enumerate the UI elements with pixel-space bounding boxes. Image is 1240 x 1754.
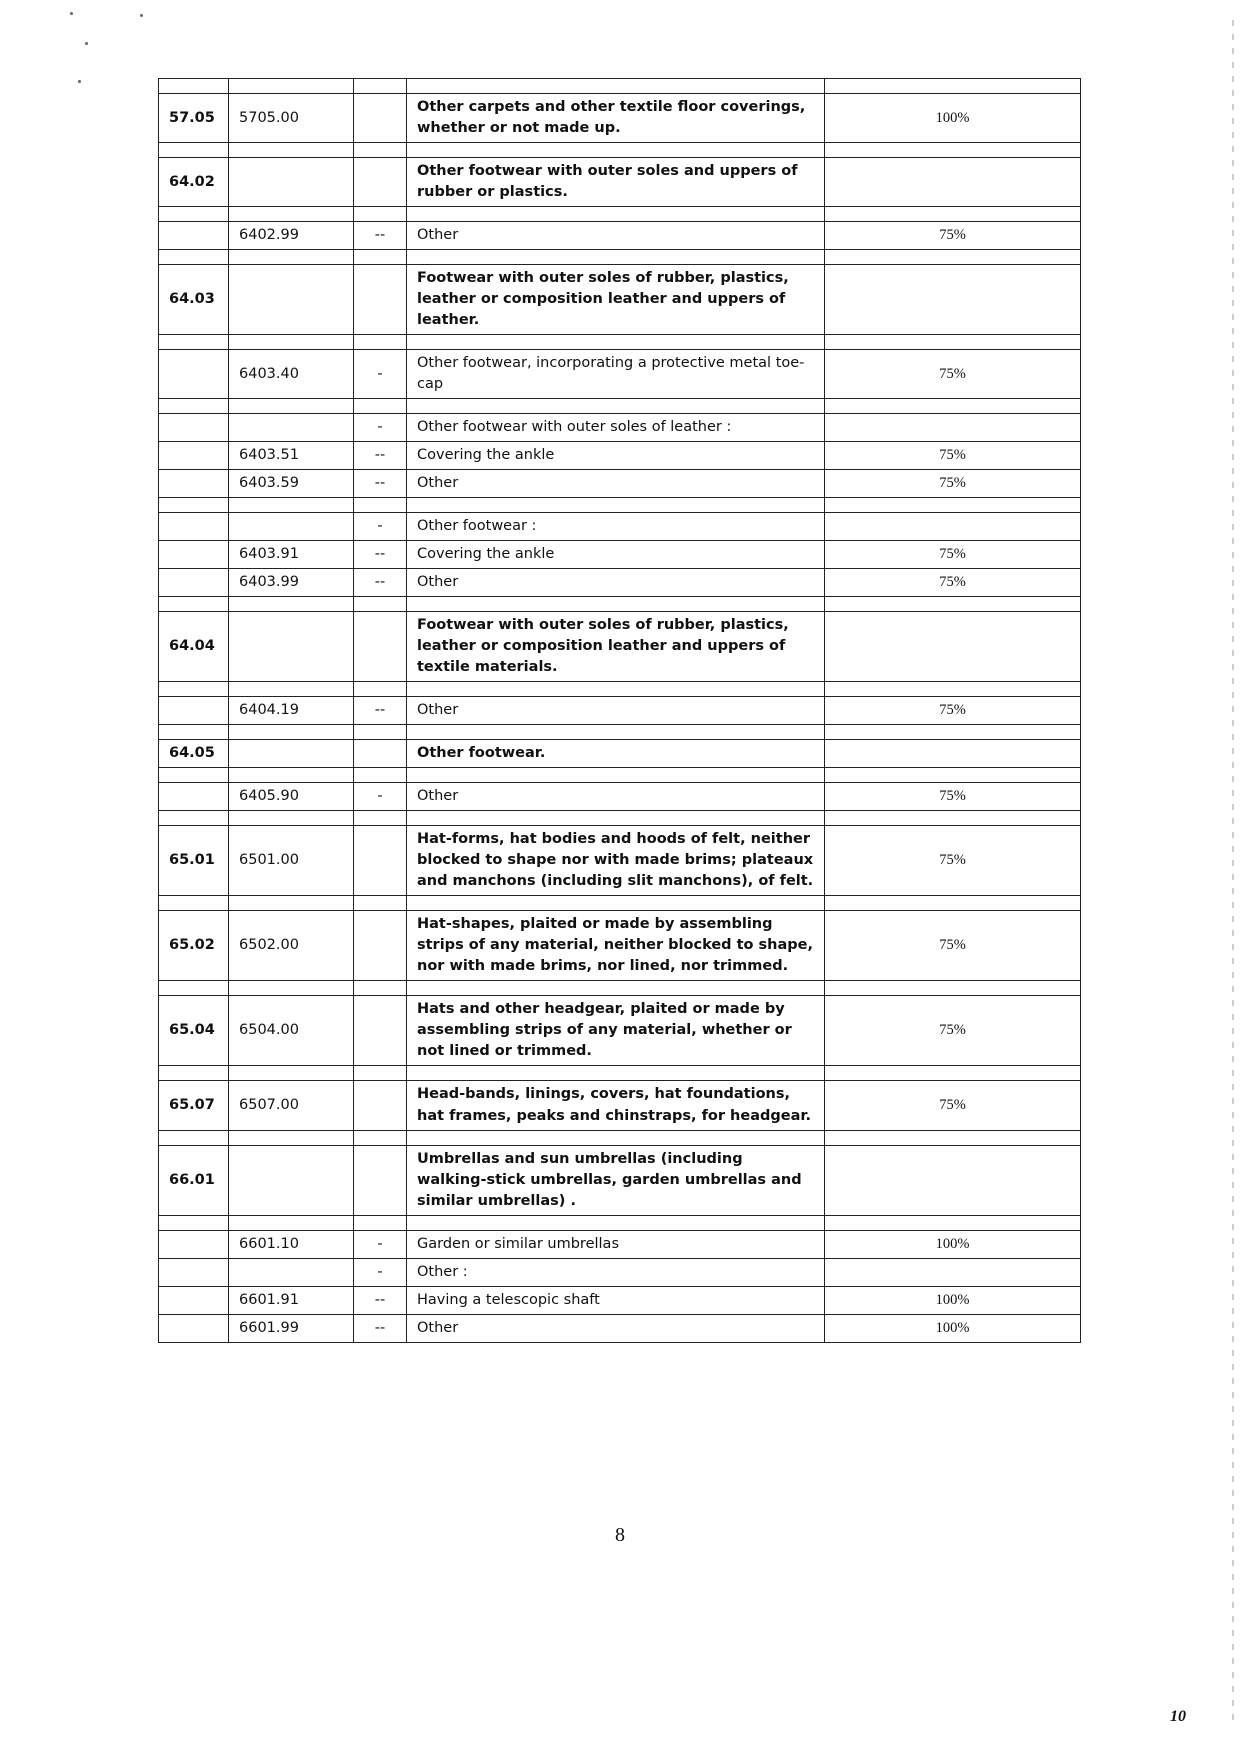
- rate-cell: 75%: [825, 697, 1081, 725]
- code-cell: 6501.00: [229, 826, 354, 896]
- spacer-cell: [159, 725, 229, 740]
- table-row: [159, 222, 1081, 250]
- table-row: [159, 1145, 1081, 1215]
- spacer-row: [159, 79, 1081, 94]
- spacer-cell: [825, 981, 1081, 996]
- spacer-cell: [825, 498, 1081, 513]
- dash-cell: --: [354, 697, 407, 725]
- description-cell: Umbrellas and sun umbrellas (including walking-stick umbrellas, garden umbrellas and similar umbrellas) .: [407, 1145, 825, 1215]
- rate-cell: [825, 158, 1081, 207]
- scan-speck: [85, 42, 88, 45]
- description-cell: Other carpets and other textile floor coverings, whether or not made up.: [407, 94, 825, 143]
- dash-cell: [354, 265, 407, 335]
- spacer-cell: [159, 79, 229, 94]
- dash-cell: --: [354, 222, 407, 250]
- heading-cell: [159, 222, 229, 250]
- spacer-cell: [159, 896, 229, 911]
- spacer-row: [159, 682, 1081, 697]
- code-cell: 6403.51: [229, 442, 354, 470]
- spacer-cell: [407, 143, 825, 158]
- heading-cell: [159, 1314, 229, 1342]
- rate-cell: 100%: [825, 1314, 1081, 1342]
- rate-cell: 100%: [825, 94, 1081, 143]
- scan-speck: [78, 80, 81, 83]
- spacer-cell: [825, 896, 1081, 911]
- spacer-row: [159, 1130, 1081, 1145]
- tariff-table: [158, 78, 1081, 1343]
- spacer-cell: [354, 725, 407, 740]
- table-row: [159, 1081, 1081, 1130]
- dash-cell: [354, 94, 407, 143]
- spacer-cell: [354, 335, 407, 350]
- description-cell: Head-bands, linings, covers, hat foundations, hat frames, peaks and chinstraps, for headgear.: [407, 1081, 825, 1130]
- spacer-cell: [229, 498, 354, 513]
- table-row: [159, 414, 1081, 442]
- code-cell: [229, 158, 354, 207]
- spacer-cell: [407, 811, 825, 826]
- heading-cell: 65.02: [159, 911, 229, 981]
- dash-cell: [354, 1145, 407, 1215]
- rate-cell: [825, 1258, 1081, 1286]
- spacer-cell: [354, 1130, 407, 1145]
- spacer-row: [159, 725, 1081, 740]
- spacer-cell: [407, 896, 825, 911]
- table-row: [159, 470, 1081, 498]
- spacer-cell: [354, 1215, 407, 1230]
- spacer-cell: [354, 79, 407, 94]
- spacer-cell: [229, 335, 354, 350]
- heading-cell: [159, 1230, 229, 1258]
- heading-cell: 64.02: [159, 158, 229, 207]
- code-cell: 6502.00: [229, 911, 354, 981]
- heading-cell: 66.01: [159, 1145, 229, 1215]
- heading-cell: [159, 414, 229, 442]
- table-row: [159, 541, 1081, 569]
- dash-cell: --: [354, 541, 407, 569]
- heading-cell: 65.07: [159, 1081, 229, 1130]
- description-cell: Other: [407, 697, 825, 725]
- spacer-cell: [407, 335, 825, 350]
- spacer-cell: [159, 1130, 229, 1145]
- code-cell: [229, 612, 354, 682]
- code-cell: 6402.99: [229, 222, 354, 250]
- table-row: [159, 569, 1081, 597]
- spacer-cell: [825, 335, 1081, 350]
- table-row: [159, 94, 1081, 143]
- dash-cell: -: [354, 1230, 407, 1258]
- spacer-cell: [229, 725, 354, 740]
- spacer-cell: [407, 981, 825, 996]
- description-cell: Other :: [407, 1258, 825, 1286]
- heading-cell: [159, 442, 229, 470]
- table-row: [159, 697, 1081, 725]
- code-cell: 6403.40: [229, 350, 354, 399]
- spacer-row: [159, 399, 1081, 414]
- table-row: [159, 1258, 1081, 1286]
- rate-cell: 100%: [825, 1286, 1081, 1314]
- spacer-cell: [229, 811, 354, 826]
- rate-cell: 75%: [825, 911, 1081, 981]
- description-cell: Other footwear with outer soles and uppers of rubber or plastics.: [407, 158, 825, 207]
- rate-cell: [825, 612, 1081, 682]
- table-row: [159, 442, 1081, 470]
- spacer-cell: [229, 768, 354, 783]
- spacer-cell: [354, 981, 407, 996]
- spacer-cell: [825, 143, 1081, 158]
- heading-cell: [159, 569, 229, 597]
- rate-cell: 75%: [825, 569, 1081, 597]
- description-cell: Other: [407, 569, 825, 597]
- table-row: [159, 612, 1081, 682]
- code-cell: [229, 740, 354, 768]
- code-cell: 6601.10: [229, 1230, 354, 1258]
- rate-cell: [825, 513, 1081, 541]
- code-cell: 6405.90: [229, 783, 354, 811]
- dash-cell: [354, 826, 407, 896]
- spacer-cell: [159, 335, 229, 350]
- spacer-cell: [229, 79, 354, 94]
- heading-cell: 57.05: [159, 94, 229, 143]
- spacer-cell: [354, 207, 407, 222]
- table-row: [159, 783, 1081, 811]
- description-cell: Covering the ankle: [407, 541, 825, 569]
- rate-cell: 75%: [825, 222, 1081, 250]
- heading-cell: [159, 1258, 229, 1286]
- spacer-cell: [407, 1130, 825, 1145]
- spacer-cell: [407, 498, 825, 513]
- heading-cell: [159, 470, 229, 498]
- code-cell: 6404.19: [229, 697, 354, 725]
- spacer-cell: [825, 597, 1081, 612]
- spacer-cell: [407, 1066, 825, 1081]
- code-cell: 6403.59: [229, 470, 354, 498]
- heading-cell: [159, 350, 229, 399]
- dash-cell: --: [354, 1314, 407, 1342]
- rate-cell: 100%: [825, 1230, 1081, 1258]
- rate-cell: 75%: [825, 783, 1081, 811]
- spacer-cell: [159, 981, 229, 996]
- spacer-cell: [229, 981, 354, 996]
- spacer-cell: [354, 250, 407, 265]
- spacer-cell: [229, 207, 354, 222]
- spacer-cell: [354, 768, 407, 783]
- spacer-cell: [407, 725, 825, 740]
- spacer-cell: [229, 1215, 354, 1230]
- rate-cell: [825, 1145, 1081, 1215]
- spacer-cell: [825, 250, 1081, 265]
- spacer-cell: [354, 811, 407, 826]
- scan-edge-artifact: [1232, 20, 1234, 1720]
- description-cell: Hat-forms, hat bodies and hoods of felt, neither blocked to shape nor with made brims; plateaux and manchons (including slit manchons), of felt.: [407, 826, 825, 896]
- heading-cell: [159, 783, 229, 811]
- dash-cell: [354, 612, 407, 682]
- heading-cell: 65.04: [159, 996, 229, 1066]
- rate-cell: 75%: [825, 996, 1081, 1066]
- table-row: [159, 996, 1081, 1066]
- rate-cell: 75%: [825, 826, 1081, 896]
- dash-cell: -: [354, 350, 407, 399]
- spacer-cell: [825, 725, 1081, 740]
- table-row: [159, 911, 1081, 981]
- heading-cell: 64.04: [159, 612, 229, 682]
- spacer-cell: [825, 682, 1081, 697]
- spacer-cell: [354, 682, 407, 697]
- tariff-table-body: [159, 79, 1081, 1343]
- spacer-cell: [407, 207, 825, 222]
- dash-cell: --: [354, 442, 407, 470]
- spacer-row: [159, 143, 1081, 158]
- spacer-row: [159, 981, 1081, 996]
- spacer-cell: [407, 682, 825, 697]
- rate-cell: 75%: [825, 350, 1081, 399]
- description-cell: Covering the ankle: [407, 442, 825, 470]
- spacer-cell: [229, 143, 354, 158]
- rate-cell: [825, 740, 1081, 768]
- code-cell: 6504.00: [229, 996, 354, 1066]
- dash-cell: [354, 1081, 407, 1130]
- code-cell: [229, 513, 354, 541]
- heading-cell: 64.03: [159, 265, 229, 335]
- spacer-cell: [229, 896, 354, 911]
- code-cell: 6403.91: [229, 541, 354, 569]
- description-cell: Other: [407, 783, 825, 811]
- spacer-cell: [159, 399, 229, 414]
- code-cell: 6403.99: [229, 569, 354, 597]
- spacer-row: [159, 1215, 1081, 1230]
- dash-cell: [354, 911, 407, 981]
- scan-speck: [140, 14, 143, 17]
- heading-cell: [159, 541, 229, 569]
- dash-cell: --: [354, 470, 407, 498]
- spacer-cell: [825, 768, 1081, 783]
- spacer-row: [159, 207, 1081, 222]
- heading-cell: [159, 697, 229, 725]
- spacer-row: [159, 498, 1081, 513]
- spacer-cell: [229, 682, 354, 697]
- rate-cell: 75%: [825, 1081, 1081, 1130]
- dash-cell: [354, 996, 407, 1066]
- spacer-cell: [825, 1066, 1081, 1081]
- spacer-cell: [159, 682, 229, 697]
- table-row: [159, 826, 1081, 896]
- spacer-cell: [159, 768, 229, 783]
- code-cell: [229, 414, 354, 442]
- rate-cell: [825, 265, 1081, 335]
- dash-cell: -: [354, 513, 407, 541]
- spacer-cell: [825, 79, 1081, 94]
- spacer-cell: [407, 399, 825, 414]
- spacer-cell: [159, 143, 229, 158]
- description-cell: Footwear with outer soles of rubber, plastics, leather or composition leather and uppers of textile materials.: [407, 612, 825, 682]
- spacer-cell: [229, 250, 354, 265]
- dash-cell: -: [354, 1258, 407, 1286]
- dash-cell: -: [354, 783, 407, 811]
- rate-cell: 75%: [825, 470, 1081, 498]
- table-row: [159, 350, 1081, 399]
- spacer-row: [159, 250, 1081, 265]
- code-cell: 6507.00: [229, 1081, 354, 1130]
- code-cell: [229, 1258, 354, 1286]
- spacer-row: [159, 811, 1081, 826]
- table-row: [159, 1230, 1081, 1258]
- code-cell: 6601.91: [229, 1286, 354, 1314]
- spacer-cell: [159, 597, 229, 612]
- description-cell: Other: [407, 222, 825, 250]
- description-cell: Other footwear.: [407, 740, 825, 768]
- description-cell: Footwear with outer soles of rubber, plastics, leather or composition leather and uppers of leather.: [407, 265, 825, 335]
- description-cell: Having a telescopic shaft: [407, 1286, 825, 1314]
- spacer-cell: [354, 498, 407, 513]
- rate-cell: 75%: [825, 442, 1081, 470]
- code-cell: 5705.00: [229, 94, 354, 143]
- spacer-row: [159, 768, 1081, 783]
- code-cell: 6601.99: [229, 1314, 354, 1342]
- spacer-row: [159, 597, 1081, 612]
- spacer-cell: [159, 1215, 229, 1230]
- page-number: 8: [615, 1524, 625, 1546]
- dash-cell: -: [354, 414, 407, 442]
- spacer-cell: [407, 1215, 825, 1230]
- rate-cell: [825, 414, 1081, 442]
- spacer-cell: [825, 399, 1081, 414]
- spacer-cell: [825, 1215, 1081, 1230]
- heading-cell: [159, 513, 229, 541]
- spacer-cell: [407, 768, 825, 783]
- spacer-cell: [229, 399, 354, 414]
- dash-cell: --: [354, 569, 407, 597]
- spacer-cell: [407, 597, 825, 612]
- table-row: [159, 1314, 1081, 1342]
- spacer-row: [159, 1066, 1081, 1081]
- description-cell: Other footwear, incorporating a protective metal toe-cap: [407, 350, 825, 399]
- spacer-cell: [159, 498, 229, 513]
- spacer-cell: [354, 1066, 407, 1081]
- spacer-cell: [825, 1130, 1081, 1145]
- description-cell: Other footwear :: [407, 513, 825, 541]
- table-row: [159, 1286, 1081, 1314]
- spacer-cell: [229, 597, 354, 612]
- spacer-cell: [354, 399, 407, 414]
- spacer-cell: [354, 896, 407, 911]
- spacer-cell: [825, 207, 1081, 222]
- description-cell: Other: [407, 1314, 825, 1342]
- description-cell: Hats and other headgear, plaited or made by assembling strips of any material, whether or not lined or trimmed.: [407, 996, 825, 1066]
- spacer-cell: [159, 207, 229, 222]
- spacer-cell: [407, 79, 825, 94]
- scan-speck: [70, 12, 73, 15]
- heading-cell: 64.05: [159, 740, 229, 768]
- spacer-cell: [354, 597, 407, 612]
- spacer-row: [159, 335, 1081, 350]
- dash-cell: [354, 740, 407, 768]
- table-row: [159, 513, 1081, 541]
- spacer-cell: [354, 143, 407, 158]
- table-row: [159, 158, 1081, 207]
- spacer-cell: [229, 1066, 354, 1081]
- table-row: [159, 740, 1081, 768]
- dash-cell: [354, 158, 407, 207]
- description-cell: Garden or similar umbrellas: [407, 1230, 825, 1258]
- spacer-cell: [159, 250, 229, 265]
- heading-cell: 65.01: [159, 826, 229, 896]
- description-cell: Other footwear with outer soles of leather :: [407, 414, 825, 442]
- spacer-cell: [825, 811, 1081, 826]
- spacer-cell: [159, 1066, 229, 1081]
- spacer-cell: [159, 811, 229, 826]
- heading-cell: [159, 1286, 229, 1314]
- code-cell: [229, 265, 354, 335]
- spacer-cell: [407, 250, 825, 265]
- code-cell: [229, 1145, 354, 1215]
- description-cell: Other: [407, 470, 825, 498]
- table-row: [159, 265, 1081, 335]
- handwritten-page-mark: 10: [1170, 1708, 1186, 1725]
- rate-cell: 75%: [825, 541, 1081, 569]
- spacer-row: [159, 896, 1081, 911]
- description-cell: Hat-shapes, plaited or made by assembling strips of any material, neither blocked to shape, nor with made brims, nor lined, nor trimmed.: [407, 911, 825, 981]
- dash-cell: --: [354, 1286, 407, 1314]
- spacer-cell: [229, 1130, 354, 1145]
